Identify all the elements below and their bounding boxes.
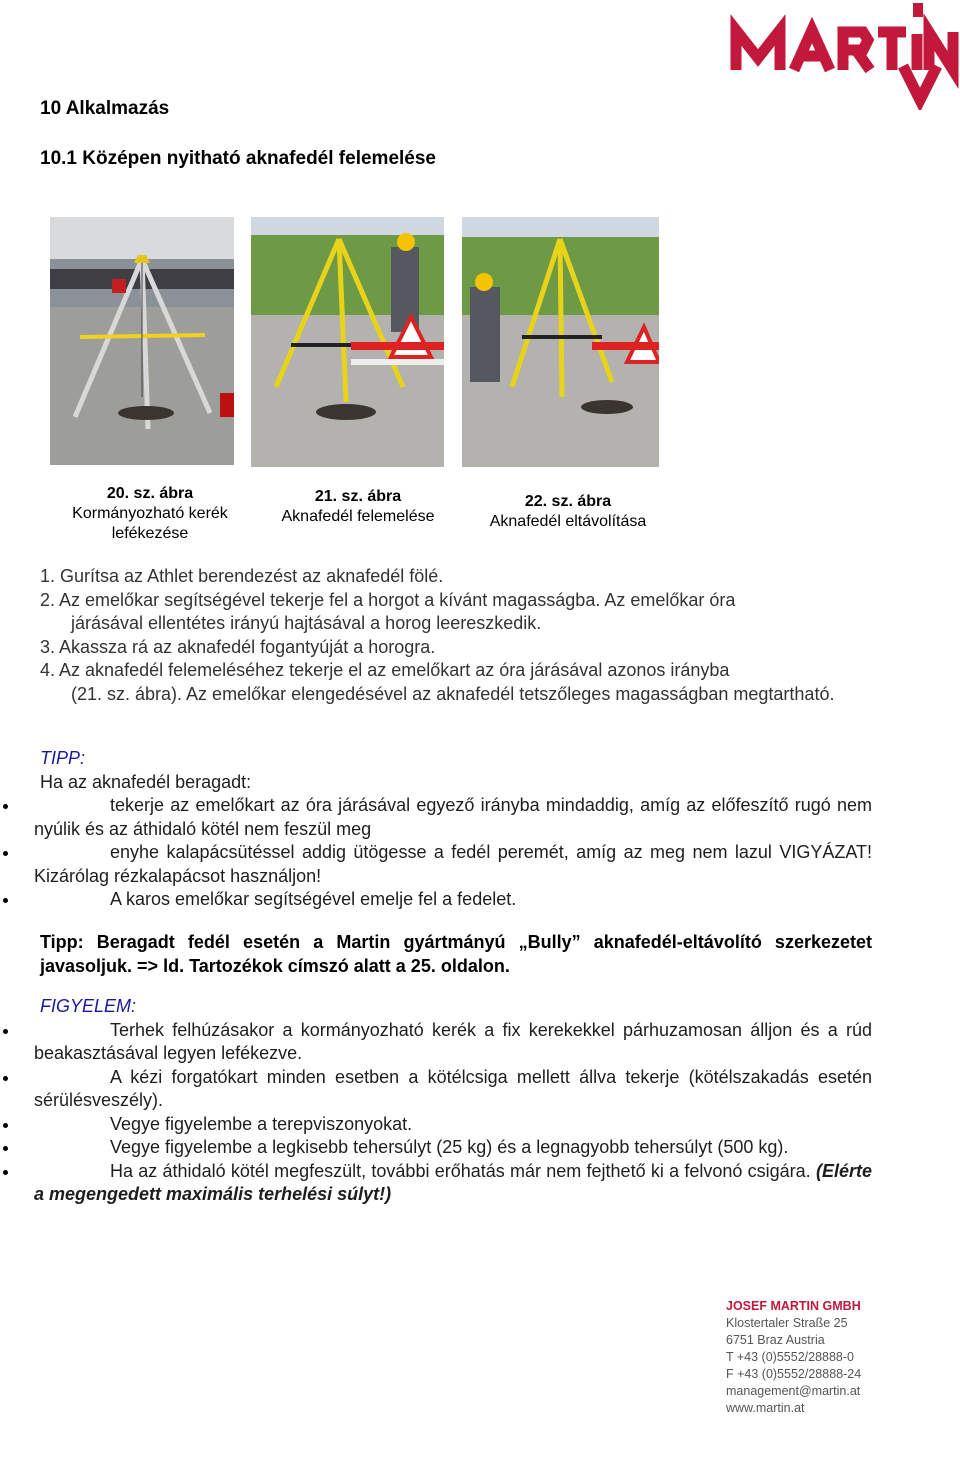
bullet-text: enyhe kalapácsütéssel addig ütögesse a fedél peremét, amíg az meg nem lazul VIGYÁZAT! Kizárólag rézkalapácsot használjon! (34, 842, 872, 886)
bullet-icon (3, 851, 8, 856)
step-text: Az emelőkar segítségével tekerje fel a horgot a kívánt magasságba. Az emelőkar óra (59, 589, 736, 610)
photo-fig-21 (251, 217, 444, 467)
caption-line: Aknafedél felemelése (281, 508, 435, 525)
bullet-text: A kézi forgatókart minden esetben a kötélcsiga mellett állva tekerje (kötélszakadás esetén sérülésveszély). (34, 1066, 872, 1110)
address-city: 6751 Braz Austria (726, 1333, 825, 1347)
tipp-section (0, 747, 872, 912)
step-text-cont: járásával ellentétes irányú hajtásával a horog leereszkedik. (71, 613, 542, 633)
list-item (0, 1066, 872, 1113)
bullet-icon (3, 1029, 8, 1034)
step-text: Gurítsa az Athlet berendezést az aknafedél fölé. (60, 566, 444, 586)
heading-section-10: 10 Alkalmazás (40, 98, 170, 119)
photo-fig-20 (50, 217, 234, 465)
photo-fig-22 (462, 217, 659, 467)
bullet-icon (3, 1146, 8, 1151)
list-item (0, 1136, 872, 1160)
bullet-text-emphasis: (Elérte a megengedett maximális terhelési súlyt!) (34, 1160, 872, 1204)
martin-logo (728, 0, 960, 110)
bullet-text: Terhek felhúzásakor a kormányozható kerék a fix kerekekkel párhuzamosan álljon és a rúd beakasztásával legyen lefékezve. (34, 1019, 872, 1063)
bullet-icon (3, 898, 8, 903)
bullet-icon (3, 1170, 8, 1175)
figure-number: 22. sz. ábra (524, 493, 612, 510)
address-fax: F +43 (0)5552/28888-24 (726, 1367, 862, 1381)
steps-list (40, 565, 872, 706)
caption-fig-20 (50, 484, 250, 544)
figure-number: 21. sz. ábra (314, 488, 402, 505)
list-item (0, 1160, 872, 1207)
bullet-icon (3, 804, 8, 809)
list-item (40, 636, 872, 660)
company-name: JOSEF MARTIN GMBH (726, 1299, 861, 1313)
step-text: Akassza rá az aknafedél fogantyúját a horogra. (59, 636, 436, 657)
step-text-cont: (21. sz. ábra). Az emelőkar elengedésével az aknafedél tetszőleges magasságban megtartható. (71, 683, 835, 704)
caption-line: Aknafedél eltávolítása (489, 513, 647, 530)
figure-number: 20. sz. ábra (106, 485, 194, 502)
caption-fig-21 (256, 487, 460, 527)
list-item (40, 659, 872, 706)
bullet-text: Vegye figyelembe a terepviszonyokat. (110, 1113, 413, 1134)
list-item (40, 565, 872, 589)
step-text: Az aknafedél felemeléséhez tekerje el az emelőkart az óra járásával azonos irányba (59, 660, 730, 680)
tipp-label: TIPP: (40, 748, 86, 768)
bullet-icon (3, 1076, 8, 1081)
figyelem-section (0, 995, 872, 1207)
bullet-text: Ha az áthidaló kötél megfeszült, további erőhatás már nem fejthető ki a felvonó csigára. (110, 1160, 811, 1181)
heading-section-10-1: 10.1 Középen nyitható aknafedél felemelése (40, 148, 436, 169)
list-item (0, 888, 872, 912)
list-item (0, 841, 872, 888)
bully-tip: Tipp: Beragadt fedél esetén a Martin gyártmányú „Bully” aknafedél-eltávolító szerkezetet javasoljuk. => ld. Tartozékok címszó alatt a 25. oldalon. (40, 932, 872, 976)
caption-line: lefékezése (111, 525, 189, 542)
tipp-intro: Ha az aknafedél beragadt: (40, 771, 252, 792)
address-website[interactable]: www.martin.at (726, 1401, 805, 1415)
step-number: 4. (40, 660, 56, 680)
address-email[interactable]: management@martin.at (726, 1384, 861, 1398)
address-phone: T +43 (0)5552/28888-0 (726, 1350, 854, 1364)
figyelem-label: FIGYELEM: (40, 996, 137, 1016)
list-item (0, 1113, 872, 1137)
address-street: Klostertaler Straße 25 (726, 1316, 848, 1330)
company-address (726, 1298, 861, 1417)
step-number: 1. (40, 566, 56, 586)
step-number: 3. (40, 636, 56, 657)
list-item (40, 589, 872, 636)
bullet-icon (3, 1123, 8, 1128)
bullet-text: A karos emelőkar segítségével emelje fel a fedelet. (110, 889, 517, 909)
list-item (0, 1019, 872, 1066)
bullet-text: tekerje az emelőkart az óra járásával egyező irányba mindaddig, amíg az előfeszítő rugó nem nyúlik és az áthidaló kötél nem feszül meg (34, 795, 872, 839)
list-item (0, 794, 872, 841)
bullet-text: Vegye figyelembe a legkisebb tehersúlyt (25 kg) és a legnagyobb tehersúlyt (500 kg). (110, 1137, 789, 1157)
caption-fig-22 (468, 492, 668, 532)
step-number: 2. (40, 589, 56, 610)
caption-line: Kormányozható kerék (72, 505, 228, 522)
